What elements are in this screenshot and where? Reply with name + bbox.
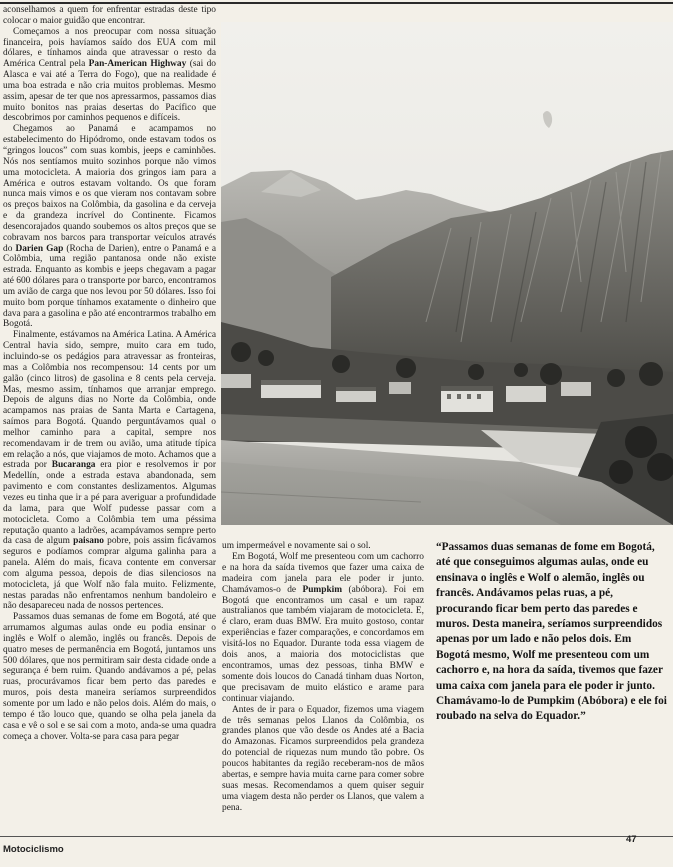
text-run: pobre, pois assim ficávamos seguros e podíamos comprar alguma galinha para a panela. Além do mais, ficava contente em conversar com alguma pessoa, depois de dias silenciosos na motocicleta, já que Wolf não fala muito. Felizmente, nestas paradas não enfrentamos nenhum bandoleiro e não desapareceu nada de nossos pertences.: [3, 536, 216, 612]
bold-term: Pumpkim: [302, 584, 343, 595]
bold-term: Bucaranga: [51, 460, 96, 471]
bold-term: Darien Gap: [15, 243, 64, 254]
text-run: era pior e resolvemos ir por Medellín, onde a estrada estava abandonada, sem pavimento e com constantes deslizamentos. Algumas vezes eu tinha que ir a pé para averiguar a profundidade da lama, para que Wolf pudesse passar com a motocicleta. Como a Colômbia tem uma péssima reputação quanto a ladrões, acampávamos sempre perto da casa de algum: [3, 460, 216, 547]
article-column-middle: [222, 541, 424, 831]
text-run: (abóbora). Foi em Bogotá que encontramos um casal e um rapaz australianos que também viajaram de motocicleta. E, é claro, eram duas BMW. Era muito gostoso, contar experiências e fazer comparações, e concordamos em visitá-los no Equador. Durante toda essa viagem de dois anos, a maioria dos motociclistas que encontramos, umas dez pessoas, tinha BMW e somente dois loucos do Canadá tinham duas Norton, que precisavam de muito elástico e arame para continuar viajando.: [222, 584, 424, 704]
article-column-left: [3, 5, 216, 832]
text-run: (sai do Alasca e vai até a Terra do Fogo), que na realidade é uma boa estrada e não cria muitos problemas. Mesmo assim, apesar de ter que nos apressarmos, passamos dias muito bonitos nas praias desertas do Pacífico que descobrimos por caminhos pequenos e difíceis.: [3, 59, 216, 124]
text-run: um impermeável e novamente sai o sol.: [222, 541, 371, 551]
article-paragraph: [3, 5, 216, 27]
article-paragraph: [3, 330, 216, 612]
pull-quote-text: “Passamos duas semanas de fome em Bogotá, até que conseguimos algumas aulas, onde eu ensinava o inglês e Wolf o alemão, inglês ou francês. Andávamos pelas ruas, a pé, procurando ficar bem perto das paredes e muros. Desta maneira, seríamos surpreendidos apenas por um lado e não pelos dois. Em Bogotá mesmo, Wolf me presenteou com um cachorro e, na hora da saída, tivemos que fazer uma caixa com janela para ele poder ir junto. Chamávamo-lo de Pumpkim (Abóbora) e ele foi roubado na selva do Equador.”: [436, 541, 667, 723]
bold-term: paisano: [73, 536, 104, 547]
text-run: Em Bogotá, Wolf me presenteou com um cachorro e na hora da saída tivemos que fazer uma caixa de madeira com janela para ele poder ir junto. Chamávamos-o de: [222, 551, 424, 595]
article-paragraph: [222, 705, 424, 814]
page-number: 47: [626, 834, 637, 845]
top-rule: [0, 2, 673, 4]
bold-term: Pan-American Highway: [88, 59, 187, 70]
text-run: Passamos duas semanas de fome em Bogotá, até que arrumamos algumas aulas onde eu podia ensinar o inglês e Wolf o alemão, inglês ou francês. Depois de quatro meses de permanência em Bogotá, juntamos uns 500 dólares, que nos permitiram sair desta cidade onde a segurança é bem ruim. Quando andávamos a pé, pelas ruas, procurávamos ficar bem perto das paredes e muros, pois desta maneira seríamos surpreendidos somente por um lado e não pelos dois. Além do mais, o tempo é tão louco que, quando se olha pela janela da casa e vê o sol e se sai com a moto, anda-se uma quadra começa a chover. Volta-se para casa para pegar: [3, 612, 216, 742]
article-paragraph: [3, 612, 216, 742]
text-run: Finalmente, estávamos na América Latina. A América Central havia sido, sempre, muito cara em tudo, incluindo-se os pedágios para atravessar as fronteiras, mas a Colômbia nos recompensou: 14 cents por um galão (cinco litros) de gasolina e 8 cents pela cerveja. Mas, mesmo assim, tínhamos que arranjar emprego. Depois de alguns dias no Norte da Colômbia, onde acampamos nas praias de Santa Marta e Cartagena, saímos para Bogotá. Quando perguntávamos qual o melhor caminho para a capital, sempre nos recomendavam ir de trem ou avião, uma atitude típica em relação a nós, que viajamos de moto. Achamos que a estrada por: [3, 330, 216, 471]
mountain-village-photo: [221, 22, 673, 525]
magazine-name: Motociclismo: [3, 844, 64, 855]
pull-quote: [436, 540, 668, 830]
text-run: Antes de ir para o Equador, fizemos uma viagem de três semanas pelos Llanos da Colômbia, os grandes planos que vão desde os Andes até a Bacia do Amazonas. Ficamos surpreendidos pela grandeza do potencial de riquezas num mundo tão pobre. Os poucos habitantes da região receberam-nos de mãos abertas, e sempre havia muita carne para comer sobre suas mesas. Recomendamos a quem quiser seguir uma viagem desta não perder os Llanos, que valem a pena.: [222, 704, 424, 813]
article-paragraph: [222, 552, 424, 705]
article-paragraph: [3, 27, 216, 125]
article-paragraph: [222, 541, 424, 552]
footer-rule: [0, 836, 673, 837]
text-run: Começamos a nos preocupar com nossa situação financeira, pois havíamos saído dos EUA com mil dólares, e tínhamos ainda que atravessar o resto da América Central pela: [3, 26, 216, 70]
article-paragraph: [3, 124, 216, 330]
text-run: Chegamos ao Panamá e acampamos no estabelecimento do Hipódromo, onde estavam todos os “gringos loucos” com suas kombis, jeeps e caminhões. Nós nos sentíamos muito sozinhos porque não vimos uma motocicleta. A maioria dos gringos iam para a América e outros estavam voltando. Os que foram nunca mais vimos e os que vieram nos contavam sobre os preços baixos na Colômbia, da gasolina e da cerveja e da grandeza incrível do Continente. Ficamos desencorajados quando soubemos os altos preços que se cobravam nos barcos para transportar veículos através do: [3, 124, 216, 254]
text-run: aconselhamos a quem for enfrentar estradas deste tipo colocar o maior guidão que encontrar.: [3, 5, 216, 26]
text-run: (Rocha de Darien), entre o Panamá e a Colômbia, uma região pantanosa onde não existe estrada. Enquanto as kombis e jeeps chegavam a pagar até 600 dólares para o transporte por barco, encontramos um avião de carga que nos levou por 50 dólares. Isso foi muito bom porque tínhamos exatamente o dinheiro que dava para a gasolina e pão até encontrarmos trabalho em Bogotá.: [3, 243, 216, 330]
